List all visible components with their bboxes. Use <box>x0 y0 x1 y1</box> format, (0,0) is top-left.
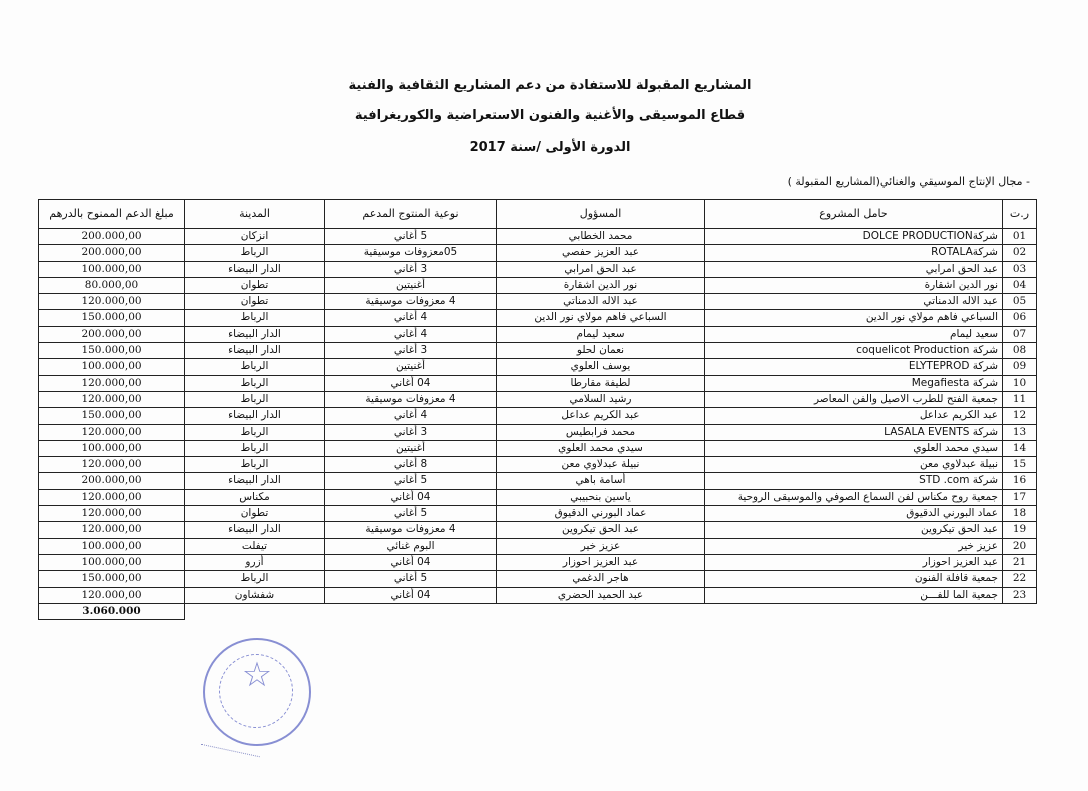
cell-num: 17 <box>1003 489 1037 505</box>
cell-type: 3 أغاني <box>325 343 497 359</box>
cell-project: عبد العزيز احوزار <box>705 554 1003 570</box>
signature-mark <box>200 744 260 761</box>
cell-city: انزكان <box>185 229 325 245</box>
cell-amount: 120.000,00 <box>39 424 185 440</box>
col-header-num: ر.ت <box>1003 200 1037 229</box>
table-row <box>39 375 1037 391</box>
cell-num: 01 <box>1003 229 1037 245</box>
cell-city: الرباط <box>185 375 325 391</box>
cell-responsible: محمد فرابطيس <box>497 424 705 440</box>
cell-city: الدار البيضاء <box>185 261 325 277</box>
cell-responsible: عزيز خير <box>497 538 705 554</box>
cell-city: الدار البيضاء <box>185 522 325 538</box>
star-icon: ☆ <box>241 655 273 695</box>
col-header-city: المدينة <box>185 200 325 229</box>
cell-amount: 100.000,00 <box>39 538 185 554</box>
cell-project: عبد الحق امرابي <box>705 261 1003 277</box>
table-row <box>39 489 1037 505</box>
table-row <box>39 326 1037 342</box>
cell-responsible: ياسين بنحبيبي <box>497 489 705 505</box>
cell-responsible: محمد الخطابي <box>497 229 705 245</box>
cell-project: شركة Megafiesta <box>705 375 1003 391</box>
cell-num: 06 <box>1003 310 1037 326</box>
cell-num: 21 <box>1003 554 1037 570</box>
cell-responsible: عبد الحميد الحضري <box>497 587 705 603</box>
cell-responsible: هاجر الدغمي <box>497 571 705 587</box>
cell-num: 13 <box>1003 424 1037 440</box>
cell-type: 04 أغاني <box>325 375 497 391</box>
col-header-responsible: المسؤول <box>497 200 705 229</box>
cell-amount: 120.000,00 <box>39 489 185 505</box>
cell-responsible: أسامة باهي <box>497 473 705 489</box>
cell-project: سعيد ليمام <box>705 326 1003 342</box>
cell-num: 18 <box>1003 506 1037 522</box>
table-row <box>39 408 1037 424</box>
cell-amount: 100.000,00 <box>39 554 185 570</box>
cell-responsible: عبد العزيز احوزار <box>497 554 705 570</box>
cell-city: الرباط <box>185 310 325 326</box>
cell-num: 04 <box>1003 277 1037 293</box>
cell-amount: 120.000,00 <box>39 506 185 522</box>
table-row <box>39 277 1037 293</box>
cell-project: شركة coquelicot Production <box>705 343 1003 359</box>
cell-num: 20 <box>1003 538 1037 554</box>
document-title: المشاريع المقبولة للاستفادة من دعم المشاريع الثقافية والفنية <box>348 78 752 93</box>
table-row <box>39 440 1037 456</box>
cell-project: نبيلة عبدلاوي معن <box>705 457 1003 473</box>
cell-amount: 100.000,00 <box>39 440 185 456</box>
cell-project: نور الدين اشقارة <box>705 277 1003 293</box>
cell-type: البوم غنائي <box>325 538 497 554</box>
cell-num: 08 <box>1003 343 1037 359</box>
cell-num: 22 <box>1003 571 1037 587</box>
cell-city: أزرو <box>185 554 325 570</box>
cell-type: 5 أغاني <box>325 473 497 489</box>
cell-city: الرباط <box>185 571 325 587</box>
cell-city: مكناس <box>185 489 325 505</box>
cell-responsible: عبد العزيز حفصي <box>497 245 705 261</box>
cell-num: 23 <box>1003 587 1037 603</box>
cell-num: 19 <box>1003 522 1037 538</box>
cell-city: الرباط <box>185 245 325 261</box>
table-row <box>39 571 1037 587</box>
cell-type: 4 أغاني <box>325 326 497 342</box>
cell-responsible: يوسف العلوي <box>497 359 705 375</box>
table-row <box>39 261 1037 277</box>
table-row <box>39 522 1037 538</box>
total-row <box>39 603 1037 619</box>
total-amount: 3.060.000 <box>39 603 185 619</box>
cell-type: 4 أغاني <box>325 310 497 326</box>
cell-amount: 100.000,00 <box>39 359 185 375</box>
table-row <box>39 554 1037 570</box>
cell-responsible: نور الدين اشقارة <box>497 277 705 293</box>
projects-table <box>38 199 1037 620</box>
table-row <box>39 229 1037 245</box>
cell-amount: 120.000,00 <box>39 522 185 538</box>
cell-city: الرباط <box>185 359 325 375</box>
cell-city: الرباط <box>185 457 325 473</box>
cell-num: 11 <box>1003 391 1037 407</box>
official-stamp <box>203 638 311 746</box>
cell-type: 05معزوفات موسيقية <box>325 245 497 261</box>
cell-city: تيفلت <box>185 538 325 554</box>
cell-num: 10 <box>1003 375 1037 391</box>
table-row <box>39 457 1037 473</box>
table-row <box>39 359 1037 375</box>
cell-type: 04 أغاني <box>325 587 497 603</box>
cell-project: شركة STD .com <box>705 473 1003 489</box>
cell-amount: 200.000,00 <box>39 229 185 245</box>
cell-city: الرباط <box>185 424 325 440</box>
table-header-row <box>39 200 1037 229</box>
cell-type: 4 أغاني <box>325 408 497 424</box>
cell-project: جمعية قافلة الفنون <box>705 571 1003 587</box>
cell-type: 04 أغاني <box>325 489 497 505</box>
cell-type: 4 معزوفات موسيقية <box>325 294 497 310</box>
cell-responsible: رشيد السلامي <box>497 391 705 407</box>
table-body <box>39 229 1037 604</box>
cell-amount: 100.000,00 <box>39 261 185 277</box>
cell-city: الدار البيضاء <box>185 326 325 342</box>
cell-num: 16 <box>1003 473 1037 489</box>
cell-num: 15 <box>1003 457 1037 473</box>
total-spacer <box>185 603 1037 619</box>
cell-type: أغنيتين <box>325 277 497 293</box>
cell-project: عبد الكريم عداعل <box>705 408 1003 424</box>
cell-amount: 200.000,00 <box>39 245 185 261</box>
cell-type: 5 أغاني <box>325 506 497 522</box>
cell-project: شركةDOLCE PRODUCTION <box>705 229 1003 245</box>
cell-city: الرباط <box>185 440 325 456</box>
cell-project: شركةROTALA <box>705 245 1003 261</box>
cell-project: عبد الحق تيكروين <box>705 522 1003 538</box>
cell-project: جمعية الفتح للطرب الاصيل والفن المعاصر <box>705 391 1003 407</box>
cell-city: الدار البيضاء <box>185 408 325 424</box>
cell-amount: 200.000,00 <box>39 473 185 489</box>
cell-city: الدار البيضاء <box>185 343 325 359</box>
cell-amount: 120.000,00 <box>39 375 185 391</box>
table-row <box>39 473 1037 489</box>
cell-city: تطوان <box>185 277 325 293</box>
cell-num: 14 <box>1003 440 1037 456</box>
table-row <box>39 506 1037 522</box>
cell-type: 5 أغاني <box>325 229 497 245</box>
cell-city: شفشاون <box>185 587 325 603</box>
table-row <box>39 343 1037 359</box>
table-row <box>39 424 1037 440</box>
cell-type: 8 أغاني <box>325 457 497 473</box>
table-row <box>39 294 1037 310</box>
cell-responsible: عبد الحق امرابي <box>497 261 705 277</box>
cell-city: الرباط <box>185 391 325 407</box>
cell-amount: 120.000,00 <box>39 457 185 473</box>
cell-type: 4 معزوفات موسيقية <box>325 391 497 407</box>
cell-amount: 120.000,00 <box>39 294 185 310</box>
cell-project: جمعية روح مكناس لفن السماع الصوفي والموسيقى الروحية <box>705 489 1003 505</box>
cell-amount: 200.000,00 <box>39 326 185 342</box>
cell-city: الدار البيضاء <box>185 473 325 489</box>
cell-type: 04 أغاني <box>325 554 497 570</box>
cell-type: أغنيتين <box>325 440 497 456</box>
cell-responsible: عماد البورني الدقيوق <box>497 506 705 522</box>
cell-responsible: عبد الحق تيكروين <box>497 522 705 538</box>
cell-type: 5 أغاني <box>325 571 497 587</box>
cell-project: جمعية الما للفـــن <box>705 587 1003 603</box>
cell-num: 02 <box>1003 245 1037 261</box>
cell-type: 3 أغاني <box>325 424 497 440</box>
cell-num: 09 <box>1003 359 1037 375</box>
cell-responsible: سعيد ليمام <box>497 326 705 342</box>
cell-city: تطوان <box>185 506 325 522</box>
cell-project: سيدي محمد العلوي <box>705 440 1003 456</box>
cell-num: 12 <box>1003 408 1037 424</box>
cell-responsible: عبد الكريم عداعل <box>497 408 705 424</box>
document-subtitle: قطاع الموسيقى والأغنية والفنون الاستعراضية والكوريغرافية <box>354 108 746 123</box>
table-row <box>39 538 1037 554</box>
section-label: - مجال الإنتاج الموسيقي والغنائي(المشاريع المقبولة ) <box>787 175 1030 188</box>
cell-project: عماد البورني الدقيوق <box>705 506 1003 522</box>
table-row <box>39 310 1037 326</box>
cell-amount: 150.000,00 <box>39 571 185 587</box>
col-header-amount: مبلغ الدعم الممنوح بالدرهم <box>39 200 185 229</box>
cell-responsible: سيدي محمد العلوي <box>497 440 705 456</box>
cell-responsible: نعمان لحلو <box>497 343 705 359</box>
cell-project: شركة ELYTEPROD <box>705 359 1003 375</box>
cell-responsible: لطيفة مقارطا <box>497 375 705 391</box>
cell-num: 07 <box>1003 326 1037 342</box>
cell-amount: 150.000,00 <box>39 310 185 326</box>
cell-project: شركة LASALA EVENTS <box>705 424 1003 440</box>
cell-responsible: السباعي فاهم مولاي نور الدين <box>497 310 705 326</box>
cell-num: 03 <box>1003 261 1037 277</box>
cell-amount: 150.000,00 <box>39 343 185 359</box>
cell-project: السباعي فاهم مولاي نور الدين <box>705 310 1003 326</box>
cell-type: 3 أغاني <box>325 261 497 277</box>
table-row <box>39 391 1037 407</box>
cell-amount: 120.000,00 <box>39 391 185 407</box>
cell-type: أغنيتين <box>325 359 497 375</box>
cell-amount: 80.000,00 <box>39 277 185 293</box>
cell-responsible: نبيلة عبدلاوي معن <box>497 457 705 473</box>
cell-responsible: عبد الاله الدمناتي <box>497 294 705 310</box>
cell-type: 4 معزوفات موسيقية <box>325 522 497 538</box>
table-row <box>39 587 1037 603</box>
cell-project: عزيز خير <box>705 538 1003 554</box>
table-row <box>39 245 1037 261</box>
cell-project: عبد الاله الدمناتي <box>705 294 1003 310</box>
cell-city: تطوان <box>185 294 325 310</box>
session-year: الدورة الأولى /سنة 2017 <box>469 140 631 155</box>
col-header-type: نوعية المنتوج المدعم <box>325 200 497 229</box>
cell-amount: 150.000,00 <box>39 408 185 424</box>
col-header-project: حامل المشروع <box>705 200 1003 229</box>
cell-amount: 120.000,00 <box>39 587 185 603</box>
cell-num: 05 <box>1003 294 1037 310</box>
